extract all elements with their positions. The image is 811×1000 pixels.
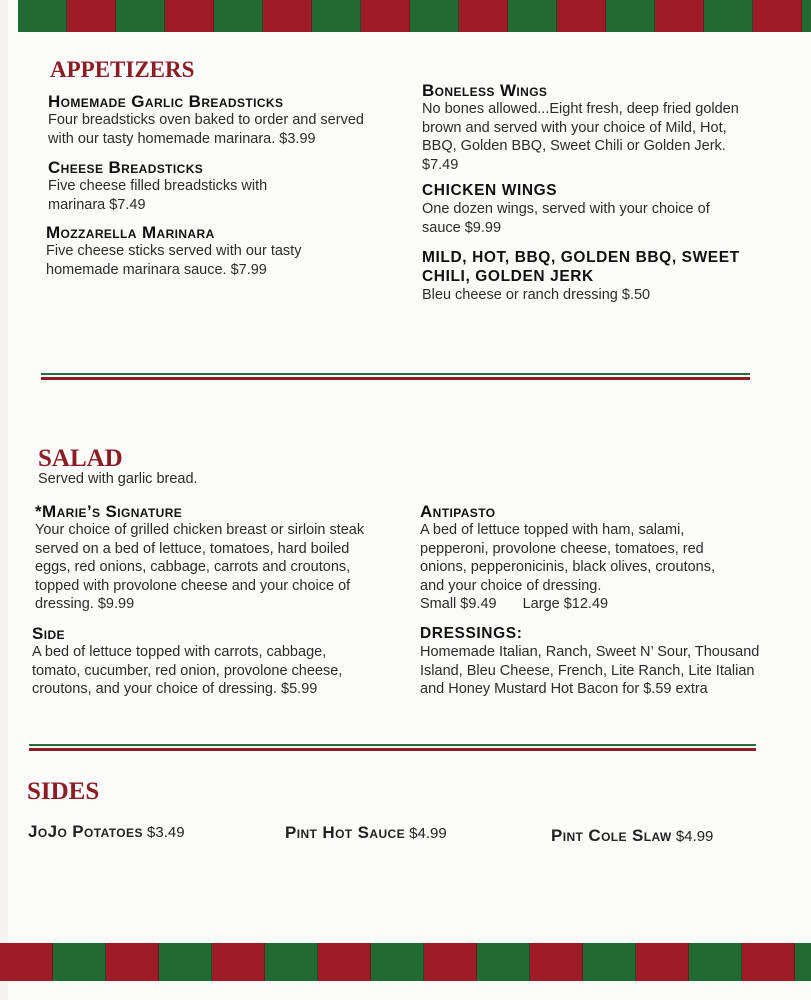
checker-square	[508, 0, 557, 32]
checker-square	[67, 0, 116, 32]
item-description: Your choice of grilled chicken breast or sirloin steak served on a bed of lettuce, tomatoes, hard boiled eggs, red onions, cabbage, carrots and croutons, topped with provolone cheese and your choice of dressing. $9.99	[35, 522, 365, 612]
item-name: Homemade Garlic Breadsticks	[48, 92, 284, 111]
item-name: MILD, HOT, BBQ, GOLDEN BBQ, SWEET CHILI, GOLDEN JERK	[422, 249, 740, 285]
checker-square	[802, 0, 811, 32]
section-divider	[29, 744, 756, 751]
checker-square	[689, 943, 742, 981]
item-name: DRESSINGS:	[420, 625, 523, 642]
checker-square	[795, 943, 811, 981]
checker-square	[371, 943, 424, 981]
checker-square	[165, 0, 214, 32]
item-description: One dozen wings, served with your choice of sauce $9.99	[422, 201, 710, 236]
appetizers-heading: APPETIZERS	[50, 57, 195, 82]
checker-square	[263, 0, 312, 32]
side-price: $3.49	[147, 824, 185, 841]
checker-square	[318, 943, 371, 981]
sides-heading: SIDES	[27, 778, 100, 805]
item-name: Antipasto	[420, 502, 496, 521]
menu-item	[422, 181, 752, 237]
item-description: Five cheese sticks served with our tasty homemade marinara sauce. $7.99	[46, 243, 302, 278]
checker-square	[361, 0, 410, 32]
side-name: Pint Hot Sauce	[285, 823, 405, 842]
item-description: Bleu cheese or ranch dressing $.50	[422, 287, 651, 303]
checker-square	[116, 0, 165, 32]
item-description: Homemade Italian, Ranch, Sweet N’ Sour, Thousand Island, Bleu Cheese, French, Lite Ranch, Lite Italian and Honey Mustard Hot Bacon for $.59 extra	[420, 644, 760, 697]
checker-square	[606, 0, 655, 32]
checker-square	[212, 943, 265, 981]
side-name: JoJo Potatoes	[28, 822, 143, 841]
menu-item	[48, 158, 288, 214]
side-item	[551, 826, 713, 846]
menu-item	[420, 624, 765, 699]
side-item	[28, 822, 185, 842]
checker-square	[159, 943, 212, 981]
checker-square	[636, 943, 689, 981]
checker-square	[477, 943, 530, 981]
checker-square	[18, 0, 67, 32]
checker-square	[742, 943, 795, 981]
menu-item	[420, 502, 738, 614]
checker-square	[106, 943, 159, 981]
item-name: Mozzarella Marinara	[46, 223, 215, 242]
menu-item	[32, 624, 367, 699]
item-description: Four breadsticks oven baked to order and served with our tasty homemade marinara. $3.99	[48, 112, 364, 147]
bottom-checker-border	[0, 943, 811, 981]
checker-square	[424, 943, 477, 981]
checker-square	[53, 943, 106, 981]
item-description: A bed of lettuce topped with ham, salami, pepperoni, provolone cheese, tomatoes, red onions, pepperonicinis, black olives, croutons, and your choice of dressing.	[420, 522, 715, 594]
item-description: Five cheese filled breadsticks with marinara $7.49	[48, 178, 268, 213]
checker-square	[265, 943, 318, 981]
checker-square	[583, 943, 636, 981]
item-name: CHICKEN WINGS	[422, 182, 558, 199]
checker-square	[557, 0, 606, 32]
size-prices	[420, 595, 738, 614]
menu-item	[422, 248, 752, 305]
item-name: *Marie’s Signature	[35, 502, 183, 521]
menu-item	[35, 502, 365, 614]
menu-item	[48, 92, 378, 148]
salad-heading: SALAD	[38, 445, 123, 472]
checker-square	[753, 0, 802, 32]
item-description: No bones allowed...Eight fresh, deep fried golden brown and served with your choice of Mild, Hot, BBQ, Golden BBQ, Sweet Chili or Golden Jerk. $7.49	[422, 101, 739, 173]
item-name: Boneless Wings	[422, 81, 548, 100]
side-item	[285, 823, 447, 843]
side-price: $4.99	[409, 825, 447, 842]
checker-square	[704, 0, 753, 32]
checker-square	[530, 943, 583, 981]
menu-item	[46, 223, 311, 279]
item-description: A bed of lettuce topped with carrots, cabbage, tomato, cucumber, red onion, provolone cheese, croutons, and your choice of dressing. $5.99	[32, 644, 343, 697]
checker-square	[410, 0, 459, 32]
side-price: $4.99	[675, 828, 714, 845]
item-name: Side	[32, 624, 65, 643]
side-name: Pint Cole Slaw	[551, 826, 672, 845]
large-price: Large $12.49	[522, 596, 609, 612]
checker-square	[312, 0, 361, 32]
salad-subtitle: Served with garlic bread.	[38, 471, 198, 487]
checker-square	[214, 0, 263, 32]
menu-item	[422, 81, 757, 174]
checker-square	[655, 0, 704, 32]
item-name: Cheese Breadsticks	[48, 158, 204, 177]
checker-square	[0, 943, 53, 981]
checker-square	[459, 0, 508, 32]
section-divider	[41, 373, 750, 380]
top-checker-border	[18, 0, 811, 32]
small-price: Small $9.49	[420, 596, 497, 612]
